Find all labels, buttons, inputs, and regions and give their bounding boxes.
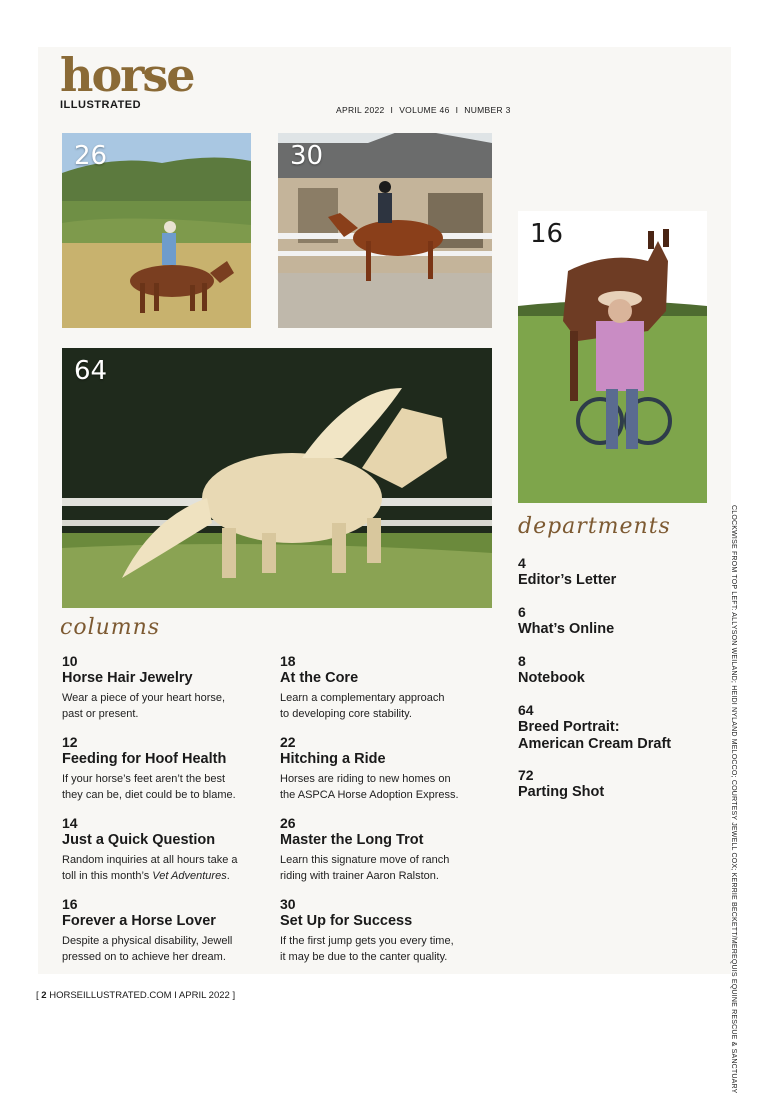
desc-italic: Vet Adventures xyxy=(152,870,227,882)
column-title: Horse Hair Jewelry xyxy=(62,670,193,686)
column-description xyxy=(62,771,262,803)
photo-wheelchair-rider[interactable] xyxy=(518,211,707,503)
department-page: 8 xyxy=(518,653,526,669)
desc-period: . xyxy=(226,870,230,882)
column-title: Feeding for Hoof Health xyxy=(62,751,227,767)
department-title-line-1: Breed Portrait: xyxy=(518,719,620,735)
footer-site[interactable]: HORSEILLUSTRATED.COM xyxy=(49,990,172,1001)
department-page: 72 xyxy=(518,767,534,783)
column-description xyxy=(280,852,480,884)
photo-ranch-rider[interactable] xyxy=(62,133,251,328)
photo-arena-canter[interactable] xyxy=(278,133,492,328)
desc-line: to developing core stability. xyxy=(280,708,412,720)
column-page: 10 xyxy=(62,653,78,669)
desc-line: If the first jump gets you every time, xyxy=(280,935,454,947)
column-item[interactable] xyxy=(280,815,480,884)
column-description xyxy=(62,933,262,965)
footer-page-number: 2 xyxy=(41,990,47,1001)
desc-line: toll in this month’s xyxy=(62,870,153,882)
department-title: Notebook xyxy=(518,670,585,686)
desc-line: pressed on to achieve her dream. xyxy=(62,951,226,963)
column-page: 16 xyxy=(62,896,78,912)
department-item[interactable] xyxy=(518,767,718,801)
column-title: Master the Long Trot xyxy=(280,832,424,848)
department-title: Parting Shot xyxy=(518,784,605,800)
issue-number: NUMBER 3 xyxy=(464,105,511,115)
desc-line: riding with trainer Aaron Ralston. xyxy=(280,870,439,882)
department-item[interactable] xyxy=(518,604,718,638)
column-description xyxy=(62,690,262,722)
desc-line: it may be due to the canter quality. xyxy=(280,951,448,963)
column-page: 26 xyxy=(280,815,296,831)
issue-volume: VOLUME 46 xyxy=(399,105,450,115)
photo-page-number: 30 xyxy=(290,141,324,171)
column-description xyxy=(62,852,262,884)
issue-separator: I xyxy=(455,105,459,115)
footer-date: APRIL 2022 xyxy=(178,990,230,1001)
departments-heading: departments xyxy=(518,514,671,539)
column-item[interactable] xyxy=(62,734,262,803)
wheelchair-rider-image xyxy=(518,211,707,503)
logo-wordmark: horse xyxy=(60,48,194,102)
footer-separator: I xyxy=(174,990,177,1001)
column-page: 14 xyxy=(62,815,78,831)
photo-cream-draft[interactable] xyxy=(62,348,492,608)
issue-date: APRIL 2022 xyxy=(336,105,385,115)
footer-bracket: [ xyxy=(36,990,39,1001)
department-item[interactable] xyxy=(518,653,718,687)
page-footer xyxy=(36,990,235,1001)
cream-draft-image xyxy=(62,348,492,608)
desc-line: past or present. xyxy=(62,708,139,720)
photo-page-number: 26 xyxy=(74,141,108,171)
department-page: 64 xyxy=(518,702,534,718)
issue-info xyxy=(336,105,511,115)
column-page: 30 xyxy=(280,896,296,912)
photo-credit: CLOCKWISE FROM TOP LEFT: ALLYSON WEILAND; HEIDI NYLAND MELOCCO; COURTESY JEWELL COX; KERRIE BECKETT/MEREQUIS EQUINE RESCUE & SANCTUARY xyxy=(730,505,737,1093)
department-page: 6 xyxy=(518,604,526,620)
department-item[interactable] xyxy=(518,702,718,753)
photo-page-number: 64 xyxy=(74,356,108,386)
logo-subtitle: ILLUSTRATED xyxy=(60,99,142,111)
desc-line: Horses are riding to new homes on xyxy=(280,773,451,785)
desc-line: If your horse’s feet aren’t the best xyxy=(62,773,226,785)
department-page: 4 xyxy=(518,555,526,571)
desc-line: the ASPCA Horse Adoption Express. xyxy=(280,789,459,801)
column-item[interactable] xyxy=(62,896,262,965)
column-item[interactable] xyxy=(280,734,480,803)
desc-line: they can be, diet could be to blame. xyxy=(62,789,236,801)
magazine-logo xyxy=(60,48,200,111)
column-description xyxy=(280,933,480,965)
column-item[interactable] xyxy=(280,896,480,965)
column-item[interactable] xyxy=(62,815,262,884)
column-item[interactable] xyxy=(280,653,480,722)
footer-bracket: ] xyxy=(232,990,236,1001)
department-item[interactable] xyxy=(518,555,718,589)
desc-line: Wear a piece of your heart horse, xyxy=(62,692,226,704)
desc-line: Random inquiries at all hours take a xyxy=(62,854,238,866)
desc-line: Learn a complementary approach xyxy=(280,692,445,704)
issue-separator: I xyxy=(390,105,394,115)
column-page: 22 xyxy=(280,734,296,750)
column-title: Set Up for Success xyxy=(280,913,413,929)
column-page: 18 xyxy=(280,653,296,669)
department-title-line-2: American Cream Draft xyxy=(518,736,672,752)
column-title: At the Core xyxy=(280,670,359,686)
columns-heading: columns xyxy=(60,615,161,640)
department-title: What’s Online xyxy=(518,621,615,637)
column-description xyxy=(280,690,480,722)
photo-page-number: 16 xyxy=(530,219,564,249)
column-item[interactable] xyxy=(62,653,262,722)
column-title: Just a Quick Question xyxy=(62,832,216,848)
desc-line: Learn this signature move of ranch xyxy=(280,854,450,866)
column-title: Forever a Horse Lover xyxy=(62,913,216,929)
column-title: Hitching a Ride xyxy=(280,751,386,767)
column-description xyxy=(280,771,480,803)
desc-line: Despite a physical disability, Jewell xyxy=(62,935,233,947)
department-title: Editor’s Letter xyxy=(518,572,617,588)
column-page: 12 xyxy=(62,734,78,750)
